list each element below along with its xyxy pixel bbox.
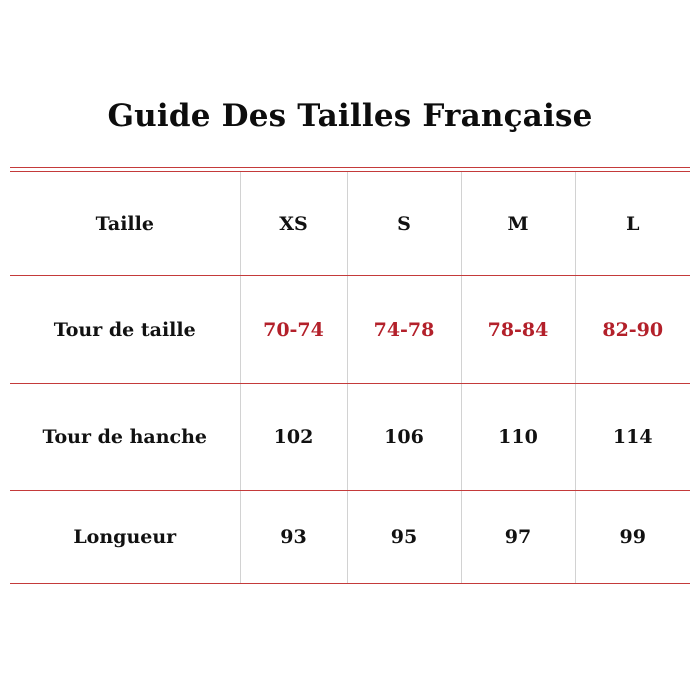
length-value-m: 97 bbox=[461, 491, 575, 584]
size-m: M bbox=[461, 172, 575, 276]
table-row-tour-de-taille bbox=[10, 276, 690, 384]
page-title: Guide Des Tailles Française bbox=[107, 98, 593, 134]
row-label-taille: Taille bbox=[10, 172, 240, 276]
hip-value-xs: 102 bbox=[240, 384, 347, 491]
length-value-xs: 93 bbox=[240, 491, 347, 584]
length-value-l: 99 bbox=[575, 491, 690, 584]
waist-value-xs: 70-74 bbox=[240, 276, 347, 384]
waist-value-s: 74-78 bbox=[347, 276, 461, 384]
hip-value-s: 106 bbox=[347, 384, 461, 491]
hip-value-m: 110 bbox=[461, 384, 575, 491]
row-label-tour-de-taille: Tour de taille bbox=[10, 276, 240, 384]
length-value-s: 95 bbox=[347, 491, 461, 584]
table-row-tour-de-hanche bbox=[10, 384, 690, 491]
size-s: S bbox=[347, 172, 461, 276]
row-label-tour-de-hanche: Tour de hanche bbox=[10, 384, 240, 491]
size-chart-table bbox=[10, 167, 690, 584]
table-row-longueur bbox=[10, 491, 690, 584]
size-xs: XS bbox=[240, 172, 347, 276]
size-l: L bbox=[575, 172, 690, 276]
table-row-taille bbox=[10, 172, 690, 276]
row-label-longueur: Longueur bbox=[10, 491, 240, 584]
size-table bbox=[10, 171, 690, 584]
hip-value-l: 114 bbox=[575, 384, 690, 491]
waist-value-l: 82-90 bbox=[575, 276, 690, 384]
top-double-rule bbox=[10, 167, 690, 168]
waist-value-m: 78-84 bbox=[461, 276, 575, 384]
